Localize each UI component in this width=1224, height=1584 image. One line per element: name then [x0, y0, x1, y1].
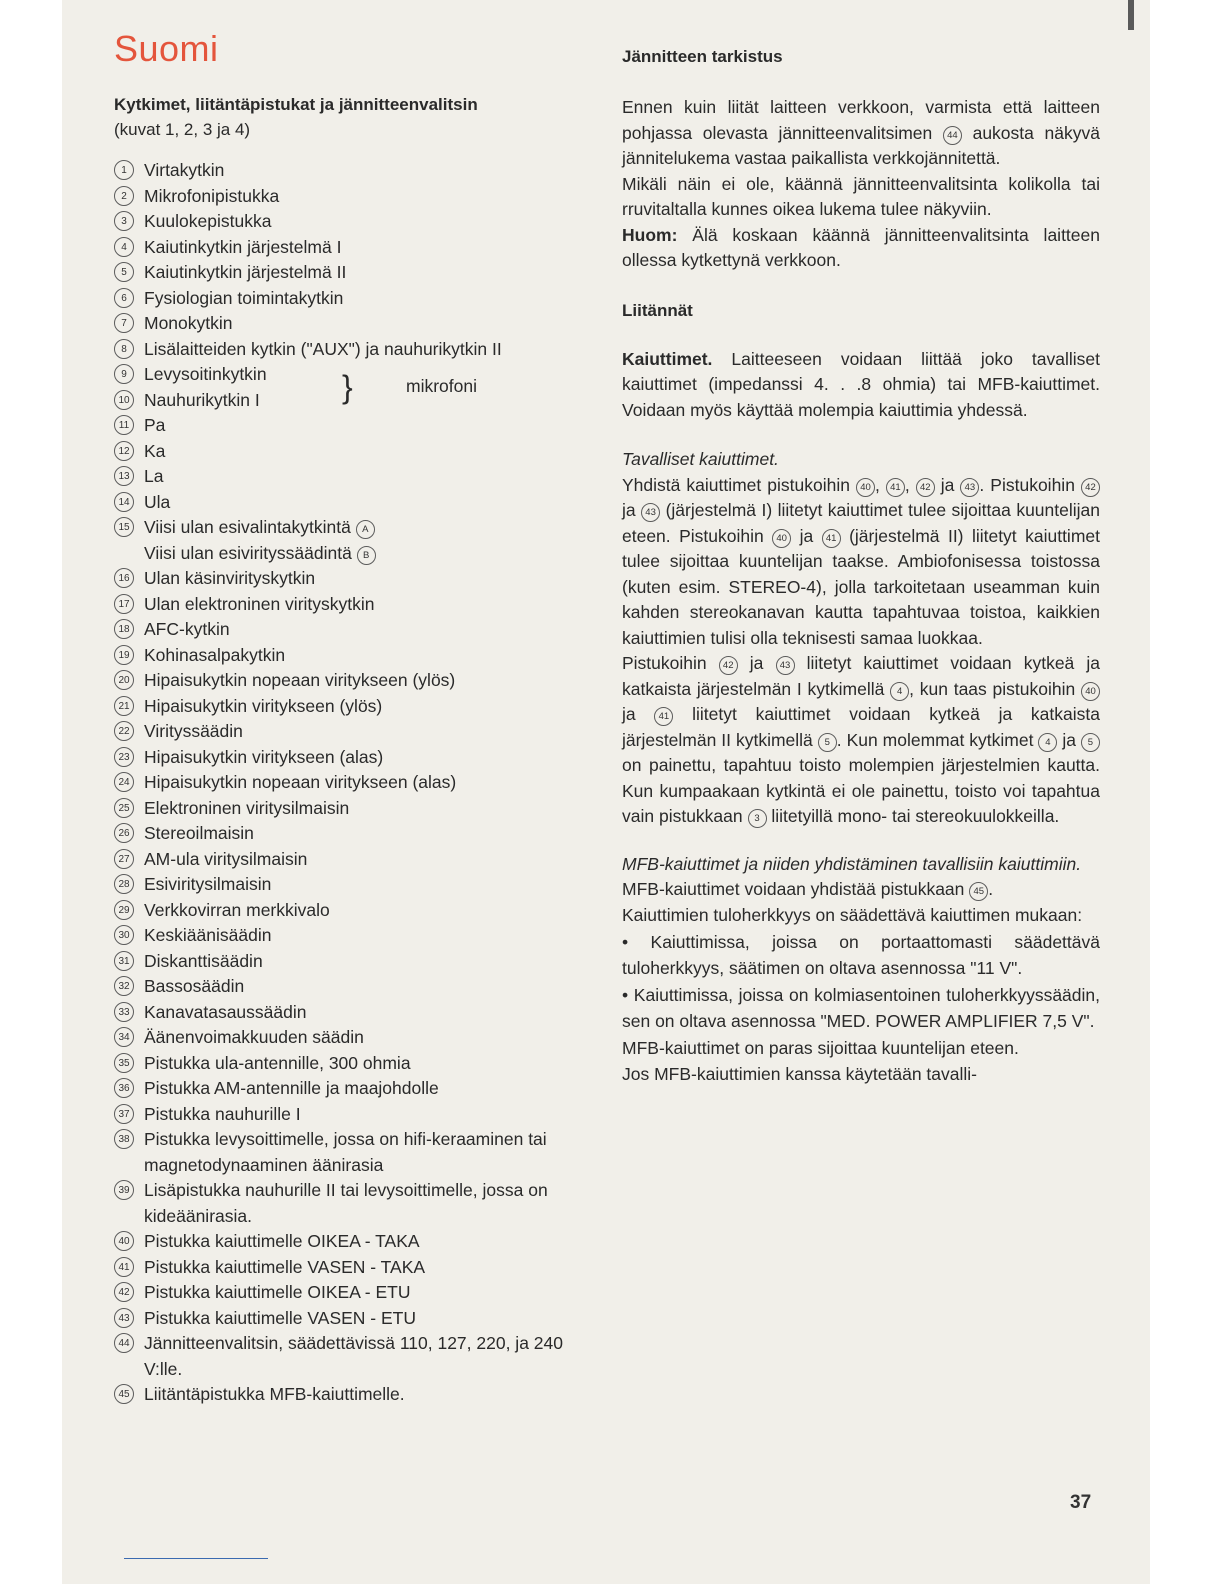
item-text: AFC-kytkin: [144, 619, 230, 639]
item-text: Ulan elektroninen virityskytkin: [144, 593, 375, 614]
list-item: [114, 974, 594, 1000]
item-text: Pistukka kaiuttimelle OIKEA - ETU: [144, 1282, 411, 1302]
ref-44: 44: [943, 126, 962, 145]
list-item: [114, 1102, 594, 1128]
list-item: [114, 668, 594, 694]
connections-heading: Liitännät: [622, 300, 693, 320]
list-item: [114, 1178, 594, 1229]
item-number: 10: [114, 390, 134, 410]
language-title: Suomi: [114, 28, 219, 69]
item-number: 21: [114, 696, 134, 716]
item-number: 13: [114, 466, 134, 486]
item-text: AM-ula viritysilmaisin: [144, 848, 308, 869]
list-item: [114, 821, 594, 847]
list-item: [114, 1000, 594, 1026]
item-text: Nauhurikytkin I: [144, 389, 260, 410]
parts-list-a: [114, 158, 594, 362]
item-number: 27: [114, 849, 134, 869]
item-text: Ulan käsinvirityskytkin: [144, 568, 316, 588]
item-text: Pistukka kaiuttimelle OIKEA - TAKA: [144, 1231, 420, 1251]
ref-5: 5: [1081, 733, 1100, 752]
ref-42: 42: [1081, 478, 1100, 497]
item-number: 18: [114, 619, 134, 639]
item-number: 31: [114, 951, 134, 971]
left-column: [114, 28, 594, 1408]
list-item: [114, 898, 594, 924]
group-note: mikrofoni: [406, 376, 477, 396]
parts-list-b: [114, 413, 594, 515]
item-number: 30: [114, 925, 134, 945]
item-text: Monokytkin: [144, 313, 233, 333]
item-number: 12: [114, 441, 134, 461]
item-text: Pistukka AM-antennille ja maajohdolle: [144, 1078, 439, 1098]
item-number: 34: [114, 1027, 134, 1047]
item-number: 23: [114, 747, 134, 767]
regular-speakers-paragraph-1: Yhdistä kaiuttimet pistukoihin 40 , 41 , 42 ja 43 . Pistukoihin 42 ja 43 (järjestelmä I) liitetyt kaiuttimet tulee sijoittaa kuuntelijan eteen. Pistukoihin 40 ja 41 (järjestelmä II) liitetyt kaiuttimet tulee sijoittaa kuuntelijan taakse. Ambiofonisessa toistossa (kuten esim. STEREO-4), jolla tarkoitetaan useamman kuin kahden stereokanavan kautta tapahtuvaa toistoa, kaikkien kaiuttimien tulisi olla teknisesti samaa luokkaa.: [622, 474, 1100, 648]
list-item: [114, 158, 594, 184]
item-text: Pistukka ula-antennille, 300 ohmia: [144, 1052, 411, 1073]
list-item: [114, 592, 594, 618]
item-number: 1: [114, 160, 134, 180]
item-text: Kohinasalpakytkin: [144, 644, 286, 665]
ref-4: 4: [890, 682, 909, 701]
footer-line: [124, 1558, 268, 1559]
ref-41: 41: [654, 707, 673, 726]
item-number: 4: [114, 237, 134, 257]
ref-43: 43: [641, 503, 660, 522]
ref-40: 40: [856, 478, 875, 497]
item-text: Viisi ulan esivalintakytkintä: [144, 517, 351, 537]
list-item: [114, 872, 594, 898]
ref-43: 43: [960, 478, 979, 497]
list-item: [114, 1051, 594, 1077]
item-text: Hipaisukytkin viritykseen (ylös): [144, 695, 383, 716]
list-item: [114, 617, 594, 643]
item-text: Bassosäädin: [144, 976, 245, 996]
right-margin: [1150, 0, 1224, 1584]
ref-41: 41: [886, 478, 905, 497]
note-label: Huom:: [622, 224, 678, 245]
left-margin: [0, 0, 62, 1584]
item-number: 6: [114, 288, 134, 308]
list-item: [114, 337, 594, 363]
item-text: Jännitteenvalitsin, säädettävissä 110, 127, 220, ja 240 V:lle.: [144, 1333, 563, 1379]
item-number: 3: [114, 211, 134, 231]
item-text: Pistukka nauhurille I: [144, 1103, 301, 1124]
item-number: 19: [114, 645, 134, 665]
item-text: Virtakytkin: [144, 160, 225, 180]
item-text: Virityssäädin: [144, 721, 243, 741]
item-number: 2: [114, 186, 134, 206]
parts-list-15: [114, 515, 594, 566]
ref-43: 43: [776, 656, 795, 675]
list-item: [114, 770, 594, 796]
item-text: Viisi ulan esivirityssäädintä: [144, 542, 352, 563]
item-text: Liitäntäpistukka MFB-kaiuttimelle.: [144, 1384, 405, 1404]
item-text: Hipaisukytkin nopeaan viritykseen (ylös): [144, 670, 456, 690]
list-item: [114, 515, 594, 566]
speakers-label: Kaiuttimet.: [622, 348, 713, 369]
item-number: 20: [114, 670, 134, 690]
ref-40: 40: [772, 529, 791, 548]
list-item: [114, 1331, 594, 1382]
list-item: [114, 1076, 594, 1102]
regular-speakers-heading: Tavalliset kaiuttimet.: [622, 449, 779, 469]
list-item: [114, 745, 594, 771]
mfb-paragraph-1: MFB-kaiuttimet voidaan yhdistää pistukkaan 45 .: [622, 879, 994, 899]
list-item: [114, 362, 594, 388]
item-number: 5: [114, 262, 134, 282]
list-item: [114, 847, 594, 873]
voltage-paragraph-1: Ennen kuin liität laitteen verkkoon, varmista että laitteen pohjassa olevasta jännitteenvalitsimen 44 aukosta näkyvä jännitelukema vastaa paikallista verkkojännitettä.: [622, 97, 1100, 168]
list-item: [114, 388, 594, 414]
list-item: [114, 260, 594, 286]
item-number: 35: [114, 1053, 134, 1073]
list-item: [114, 566, 594, 592]
ref-40: 40: [1081, 682, 1100, 701]
ref-42: 42: [916, 478, 935, 497]
marker-a: A: [356, 520, 375, 539]
mfb-paragraph-3: MFB-kaiuttimet on paras sijoittaa kuuntelijan eteen.: [622, 1038, 1019, 1058]
item-number: 44: [114, 1333, 134, 1353]
item-number: 16: [114, 568, 134, 588]
parts-list-c: [114, 566, 594, 1408]
item-number: 11: [114, 415, 134, 435]
item-text: Esiviritysilmaisin: [144, 874, 272, 894]
item-text: Pistukka levysoittimelle, jossa on hifi-keraaminen tai magnetodynaaminen äänirasia: [144, 1129, 547, 1175]
item-text: Kaiutinkytkin järjestelmä II: [144, 262, 347, 282]
list-item: [114, 1255, 594, 1281]
ref-45: 45: [969, 882, 988, 901]
item-number: 33: [114, 1002, 134, 1022]
item-text: Lisäpistukka nauhurille II tai levysoittimelle, jossa on kideäänirasia.: [144, 1180, 548, 1226]
item-text: Hipaisukytkin viritykseen (alas): [144, 746, 384, 767]
list-item: [114, 490, 594, 516]
list-item: [114, 949, 594, 975]
ref-42: 42: [719, 656, 738, 675]
item-text: Elektroninen viritysilmaisin: [144, 797, 350, 818]
list-item: [114, 1025, 594, 1051]
voltage-check-heading: Jännitteen tarkistus: [622, 47, 783, 66]
parts-list-group: [114, 362, 594, 413]
regular-speakers-paragraph-2: Pistukoihin 42 ja 43 liitetyt kaiuttimet voidaan kytkeä ja katkaista järjestelmän I kytkimellä 4 , kun taas pistukoihin 40 ja 41 liitetyt kaiuttimet voidaan kytkeä ja katkaista järjestelmän II kytkimellä 5 . Kun molemmat kytkimet 4 ja 5 on painettu, tapahtuu toisto molempien järjestelmien kautta. Kun kumpaakaan kytkintä ei ole painettu, toisto voi tapahtua vain pistukkaan 3 liitetyillä mono- tai stereokuulokkeilla.: [622, 653, 1100, 826]
item-text: La: [144, 466, 164, 486]
mfb-bullet-1: • Kaiuttimissa, joissa on portaattomasti säädettävä tuloherkkyys, säätimen on oltava asennossa "11 V".: [622, 932, 1100, 978]
item-number: 42: [114, 1282, 134, 1302]
ref-41: 41: [822, 529, 841, 548]
item-number: 8: [114, 339, 134, 359]
list-item: [114, 184, 594, 210]
right-column: [622, 44, 1100, 1087]
mfb-paragraph-2: Kaiuttimien tuloherkkyys on säädettävä kaiuttimen mukaan:: [622, 904, 1083, 925]
list-item: [114, 923, 594, 949]
item-text: Levysoitinkytkin: [144, 364, 267, 384]
item-text: Mikrofonipistukka: [144, 185, 280, 206]
item-number: 25: [114, 798, 134, 818]
item-number: 9: [114, 364, 134, 384]
item-number: 14: [114, 492, 134, 512]
item-text: Hipaisukytkin nopeaan viritykseen (alas): [144, 772, 457, 792]
parts-subheading: (kuvat 1, 2, 3 ja 4): [114, 120, 251, 139]
list-item: [114, 1280, 594, 1306]
marker-b: B: [357, 546, 376, 565]
item-number: 32: [114, 976, 134, 996]
list-item: [114, 719, 594, 745]
item-text: Kanavatasaussäädin: [144, 1001, 307, 1022]
item-number: 28: [114, 874, 134, 894]
list-item: [114, 694, 594, 720]
item-text: Pistukka kaiuttimelle VASEN - ETU: [144, 1307, 416, 1328]
list-item: [114, 796, 594, 822]
item-text: Keskiäänisäädin: [144, 925, 272, 945]
list-item: [114, 439, 594, 465]
item-text: Kaiutinkytkin järjestelmä I: [144, 236, 342, 257]
item-text: Pa: [144, 415, 166, 435]
note-paragraph: Huom: Älä koskaan käännä jännitteenvalitsinta laitteen ollessa kytkettynä verkkoon.: [622, 224, 1100, 270]
item-number: 39: [114, 1180, 134, 1200]
mfb-paragraph-4: Jos MFB-kaiuttimien kanssa käytetään tavalli-: [622, 1063, 977, 1084]
item-number: 15: [114, 517, 134, 537]
item-number: 26: [114, 823, 134, 843]
item-text: Ka: [144, 440, 166, 461]
list-item: [114, 235, 594, 261]
item-number: 29: [114, 900, 134, 920]
item-number: 7: [114, 313, 134, 333]
list-item: [114, 1382, 594, 1408]
list-item: [114, 1127, 594, 1178]
parts-heading: Kytkimet, liitäntäpistukat ja jännitteenvalitsin: [114, 95, 478, 114]
brace-symbol: }: [342, 369, 353, 405]
item-text: Pistukka kaiuttimelle VASEN - TAKA: [144, 1256, 426, 1277]
item-text: Verkkovirran merkkivalo: [144, 899, 330, 920]
list-item: [114, 286, 594, 312]
item-number: 22: [114, 721, 134, 741]
item-text: Kuulokepistukka: [144, 211, 272, 231]
item-number: 38: [114, 1129, 134, 1149]
item-number: 37: [114, 1104, 134, 1124]
list-item: [114, 643, 594, 669]
list-item: [114, 311, 594, 337]
list-item: [114, 209, 594, 235]
ref-3: 3: [748, 809, 767, 828]
item-number: 45: [114, 1384, 134, 1404]
item-number: 40: [114, 1231, 134, 1251]
item-text: Diskanttisäädin: [144, 950, 263, 971]
ref-5: 5: [818, 733, 837, 752]
mfb-bullet-2: • Kaiuttimissa, joissa on kolmiasentoinen tuloherkkyyssäädin, sen on oltava asennossa "MED. POWER AMPLIFIER 7,5 V".: [622, 985, 1100, 1031]
mfb-heading: MFB-kaiuttimet ja niiden yhdistäminen tavallisiin kaiuttimiin.: [622, 853, 1082, 874]
item-number: 24: [114, 772, 134, 792]
voltage-paragraph-2: Mikäli näin ei ole, käännä jännitteenvalitsinta kolikolla tai rruvitaltalla kunnes oikea lukema tulee näkyviin.: [622, 173, 1100, 219]
list-item: [114, 413, 594, 439]
item-text: Lisälaitteiden kytkin ("AUX") ja nauhurikytkin II: [144, 338, 502, 359]
item-text: Äänenvoimakkuuden säädin: [144, 1027, 364, 1047]
item-number: 41: [114, 1257, 134, 1277]
page-number: 37: [1070, 1492, 1092, 1513]
item-text: Stereoilmaisin: [144, 823, 254, 843]
item-number: 36: [114, 1078, 134, 1098]
item-number: 43: [114, 1308, 134, 1328]
ref-4: 4: [1038, 733, 1057, 752]
scan-mark: [1128, 0, 1134, 30]
item-text: Ula: [144, 491, 171, 512]
list-item: [114, 1229, 594, 1255]
list-item: [114, 1306, 594, 1332]
list-item: [114, 464, 594, 490]
speakers-paragraph: Kaiuttimet. Laitteeseen voidaan liittää joko tavalliset kaiuttimet (impedanssi 4. . .8 ohmia) tai MFB-kaiuttimet. Voidaan myös käyttää molempia kaiuttimia yhdessä.: [622, 348, 1100, 420]
microphone-group: [114, 362, 594, 413]
item-number: 17: [114, 594, 134, 614]
item-text: Fysiologian toimintakytkin: [144, 287, 344, 308]
